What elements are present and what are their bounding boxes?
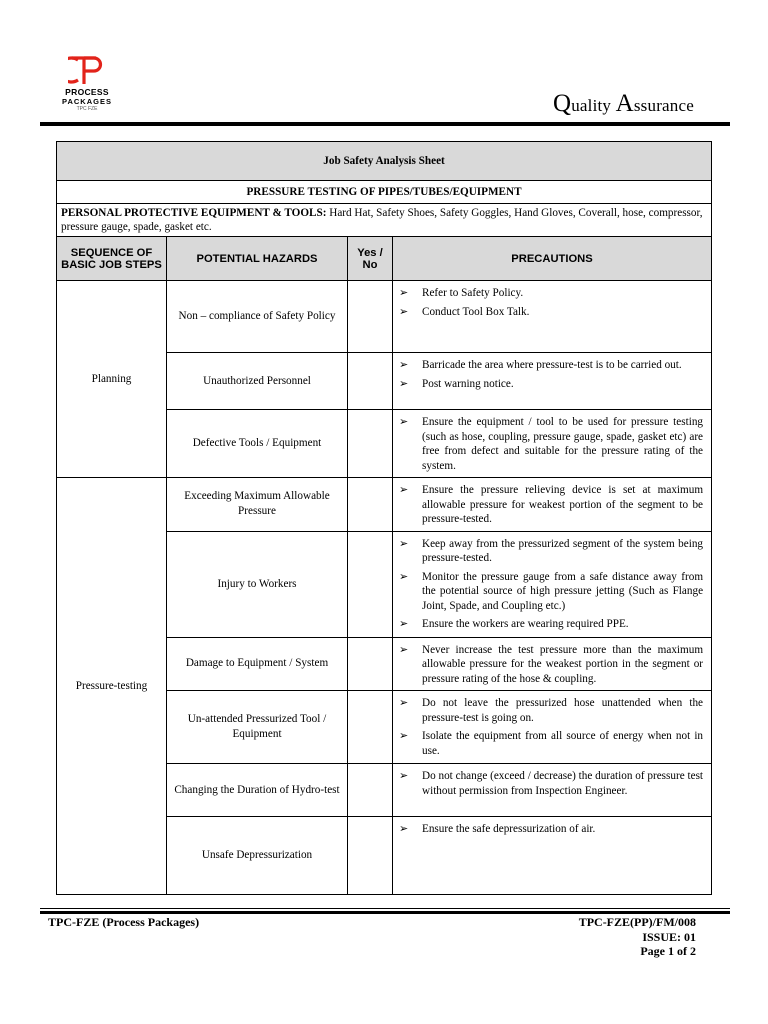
precautions-cell bbox=[393, 637, 712, 691]
arrow-bullet-icon: ➢ bbox=[399, 643, 409, 656]
list-item bbox=[399, 769, 703, 798]
precaution-text: Do not leave the pressurized hose unattended when the pressure-test is going on. bbox=[422, 697, 704, 724]
precautions-list bbox=[399, 643, 703, 687]
table-row bbox=[57, 281, 712, 353]
precautions-cell bbox=[393, 478, 712, 532]
arrow-bullet-icon: ➢ bbox=[399, 618, 409, 630]
footer-doc-info bbox=[579, 915, 696, 959]
footer-rule-thick bbox=[40, 911, 730, 914]
footer-page: Page 1 of 2 bbox=[640, 944, 696, 958]
jsa-table bbox=[56, 141, 712, 895]
yes-no-cell[interactable] bbox=[348, 817, 393, 895]
yes-no-cell[interactable] bbox=[348, 764, 393, 817]
col-header-precautions: PRECAUTIONS bbox=[393, 237, 712, 281]
precautions-list bbox=[399, 483, 703, 527]
precaution-text: Ensure the pressure relieving device is set at maximum allowable pressure for weakest portion of the segment to be pressure-tested. bbox=[422, 484, 704, 525]
arrow-bullet-icon: ➢ bbox=[399, 377, 409, 390]
hazard-cell: Exceeding Maximum Allowable Pressure bbox=[167, 478, 348, 532]
hazard-cell: Damage to Equipment / System bbox=[167, 637, 348, 691]
yes-no-cell[interactable] bbox=[348, 410, 393, 478]
yes-no-cell[interactable] bbox=[348, 281, 393, 353]
job-step: Planning bbox=[57, 281, 167, 478]
quality-assurance-title: Quality Assurance bbox=[552, 90, 694, 117]
tpc-logo-icon bbox=[68, 52, 106, 86]
ppe-tools bbox=[57, 204, 712, 237]
precautions-list bbox=[399, 537, 703, 632]
precautions-cell bbox=[393, 764, 712, 817]
company-logo bbox=[52, 52, 122, 112]
list-item bbox=[399, 822, 703, 837]
arrow-bullet-icon: ➢ bbox=[399, 823, 409, 835]
yes-no-cell[interactable] bbox=[348, 353, 393, 410]
precaution-text: Ensure the safe depressurization of air. bbox=[422, 823, 596, 835]
col-header-sequence: SEQUENCE OF BASIC JOB STEPS bbox=[57, 237, 167, 281]
list-item bbox=[399, 537, 703, 566]
precautions-list bbox=[399, 822, 703, 837]
hazard-cell: Unsafe Depressurization bbox=[167, 817, 348, 895]
arrow-bullet-icon: ➢ bbox=[399, 484, 409, 496]
precaution-text: Refer to Safety Policy. bbox=[422, 287, 524, 299]
table-row bbox=[57, 478, 712, 532]
yes-no-cell[interactable] bbox=[348, 531, 393, 637]
list-item bbox=[399, 415, 703, 473]
arrow-bullet-icon: ➢ bbox=[399, 359, 409, 371]
list-item bbox=[399, 570, 703, 614]
ppe-label: PERSONAL PROTECTIVE EQUIPMENT & TOOLS: bbox=[61, 207, 327, 219]
arrow-bullet-icon: ➢ bbox=[399, 537, 409, 550]
precautions-list bbox=[399, 769, 703, 798]
list-item bbox=[399, 729, 703, 758]
logo-line-3: TPC FZE bbox=[76, 106, 98, 112]
hazard-cell: Injury to Workers bbox=[167, 531, 348, 637]
sheet-title: Job Safety Analysis Sheet bbox=[57, 142, 712, 181]
header-rule bbox=[40, 122, 730, 126]
yes-no-cell[interactable] bbox=[348, 478, 393, 532]
arrow-bullet-icon: ➢ bbox=[399, 730, 409, 742]
logo-line-1: PROCESS bbox=[65, 87, 109, 97]
list-item bbox=[399, 286, 703, 301]
yes-no-cell[interactable] bbox=[348, 691, 393, 764]
precaution-text: Barricade the area where pressure-test is to be carried out. bbox=[422, 359, 682, 371]
list-item bbox=[399, 358, 703, 373]
precautions-list bbox=[399, 286, 703, 319]
hazard-cell: Defective Tools / Equipment bbox=[167, 410, 348, 478]
arrow-bullet-icon: ➢ bbox=[399, 287, 409, 299]
footer-rule-thin bbox=[40, 908, 730, 909]
arrow-bullet-icon: ➢ bbox=[399, 570, 409, 583]
precaution-text: Monitor the pressure gauge from a safe distance away from the potential source of high pressure jetting (Such as Flange Joint, Spade, and Coupling etc.) bbox=[422, 570, 704, 612]
ppe-text: Hard Hat, Safety Shoes, Safety Goggles, Hand Gloves, Coverall, hose, compressor, pressure gauge, spade, gasket etc. bbox=[61, 207, 703, 233]
precautions-cell bbox=[393, 817, 712, 895]
job-step: Pressure-testing bbox=[57, 478, 167, 895]
precautions-list bbox=[399, 696, 703, 758]
precautions-list bbox=[399, 415, 703, 473]
footer-company: TPC-FZE (Process Packages) bbox=[48, 915, 200, 929]
list-item bbox=[399, 643, 703, 687]
footer-doc-number: TPC-FZE(PP)/FM/008 bbox=[578, 915, 696, 929]
hazard-cell: Non – compliance of Safety Policy bbox=[167, 281, 348, 353]
arrow-bullet-icon: ➢ bbox=[399, 416, 409, 428]
yes-no-cell[interactable] bbox=[348, 637, 393, 691]
precaution-text: Isolate the equipment from all source of energy when not in use. bbox=[422, 730, 704, 757]
precautions-cell bbox=[393, 281, 712, 353]
arrow-bullet-icon: ➢ bbox=[399, 305, 409, 318]
precaution-text: Do not change (exceed / decrease) the duration of pressure test without permission from Inspection Engineer. bbox=[422, 770, 704, 797]
hazard-cell: Changing the Duration of Hydro-test bbox=[167, 764, 348, 817]
col-header-yesno: Yes / No bbox=[348, 237, 393, 281]
sheet-subtitle: PRESSURE TESTING OF PIPES/TUBES/EQUIPMENT bbox=[57, 181, 712, 204]
footer-issue: ISSUE: 01 bbox=[642, 929, 696, 944]
precaution-text: Keep away from the pressurized segment of the system being pressure-tested. bbox=[422, 537, 704, 564]
logo-line-2: PACKAGES bbox=[62, 97, 112, 106]
column-header-row bbox=[57, 237, 712, 281]
arrow-bullet-icon: ➢ bbox=[399, 697, 409, 709]
precautions-cell bbox=[393, 353, 712, 410]
hazard-cell: Unauthorized Personnel bbox=[167, 353, 348, 410]
precautions-cell bbox=[393, 691, 712, 764]
col-header-hazards: POTENTIAL HAZARDS bbox=[167, 237, 348, 281]
list-item bbox=[399, 696, 703, 725]
arrow-bullet-icon: ➢ bbox=[399, 770, 409, 782]
list-item bbox=[399, 377, 703, 392]
precaution-text: Conduct Tool Box Talk. bbox=[422, 305, 530, 318]
hazard-cell: Un-attended Pressurized Tool / Equipment bbox=[167, 691, 348, 764]
precaution-text: Post warning notice. bbox=[422, 377, 514, 390]
precautions-list bbox=[399, 358, 703, 391]
list-item bbox=[399, 483, 703, 527]
precaution-text: Ensure the workers are wearing required PPE. bbox=[422, 618, 629, 630]
list-item bbox=[399, 617, 703, 632]
precaution-text: Ensure the equipment / tool to be used for pressure testing (such as hose, coupling, pressure gauge, spade, gasket etc) are free from defect and suitable for the pressure rating of the system. bbox=[422, 416, 704, 472]
list-item bbox=[399, 305, 703, 320]
precautions-cell bbox=[393, 410, 712, 478]
precaution-text: Never increase the test pressure more than the maximum allowable pressure for the weakest portion in the segment or pressure rating of the hose & coupling. bbox=[422, 643, 704, 685]
precautions-cell bbox=[393, 531, 712, 637]
